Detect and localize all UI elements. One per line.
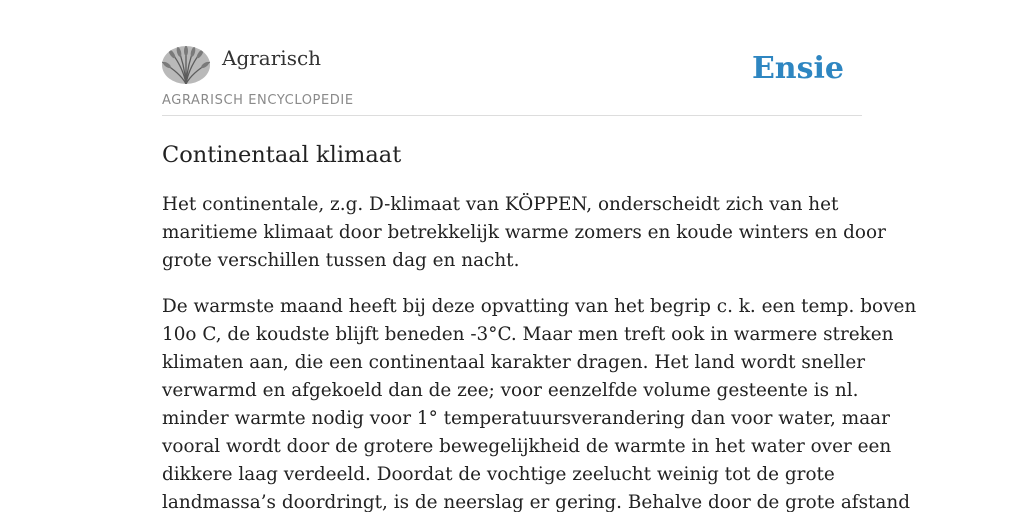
header-divider: [162, 115, 862, 116]
text-line: vooral wordt door de grotere bewegelijkheid de warmte in het water over een: [162, 436, 892, 457]
paragraph-2: [162, 293, 917, 512]
text-line: verwarmd en afgekoeld dan de zee; voor eenzelfde volume gesteente is nl.: [162, 380, 859, 401]
article-title: Continentaal klimaat: [162, 142, 402, 168]
text-line: 10o C, de koudste blijft beneden -3°C. Maar men treft ook in warmere streken: [162, 324, 894, 345]
text-line: klimaten aan, die een continentaal karakter dragen. Het land wordt sneller: [162, 352, 866, 373]
wheat-logo-image: [162, 46, 210, 84]
paragraph-1: [162, 191, 886, 275]
text-line: grote verschillen tussen dag en nacht.: [162, 250, 520, 271]
text-line: landmassa’s doordringt, is de neerslag er gering. Behalve door de grote afstand: [162, 492, 911, 512]
source-subtitle: AGRARISCH ENCYCLOPEDIE: [162, 93, 354, 108]
text-line: Het continentale, z.g. D-klimaat van KÖPPEN, onderscheidt zich van het: [162, 194, 839, 215]
brand-logo[interactable]: Ensie: [751, 51, 844, 86]
text-line: dikkere laag verdeeld. Doordat de vochtige zeelucht weinig tot de grote: [162, 464, 835, 485]
article: [162, 139, 917, 512]
source-name[interactable]: Agrarisch: [222, 46, 322, 70]
text-line: De warmste maand heeft bij deze opvatting van het begrip c. k. een temp. boven: [162, 296, 917, 317]
text-line: minder warmte nodig voor 1° temperatuursverandering dan voor water, maar: [162, 408, 890, 429]
header: [162, 0, 862, 116]
text-line: maritieme klimaat door betrekkelijk warme zomers en koude winters en door: [162, 222, 886, 243]
